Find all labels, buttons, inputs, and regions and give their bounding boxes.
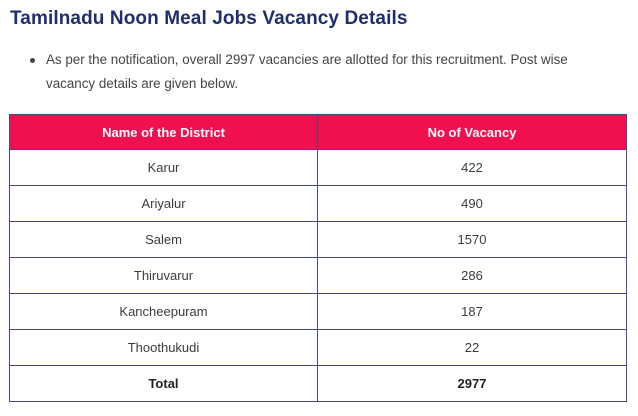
vacancy-cell: 1570 (318, 222, 627, 258)
table-row (10, 186, 627, 222)
vacancy-cell: 187 (318, 294, 627, 330)
intro-list (10, 48, 620, 96)
column-header-vacancy: No of Vacancy (318, 115, 627, 150)
table-row (10, 294, 627, 330)
district-cell: Salem (10, 222, 318, 258)
vacancy-cell: 286 (318, 258, 627, 294)
vacancy-table (9, 114, 627, 402)
vacancy-cell: 490 (318, 186, 627, 222)
district-cell: Ariyalur (10, 186, 318, 222)
page-title: Tamilnadu Noon Meal Jobs Vacancy Details (10, 8, 408, 29)
vacancy-cell: 22 (318, 330, 627, 366)
district-cell: Karur (10, 150, 318, 186)
column-header-district: Name of the District (10, 115, 318, 150)
vacancy-cell: 422 (318, 150, 627, 186)
table-row (10, 330, 627, 366)
table-row (10, 258, 627, 294)
total-value: 2977 (318, 366, 627, 402)
district-cell: Thiruvarur (10, 258, 318, 294)
district-cell: Kancheepuram (10, 294, 318, 330)
table-row (10, 222, 627, 258)
total-label: Total (10, 366, 318, 402)
intro-text: As per the notification, overall 2997 vacancies are allotted for this recruitment. Post wise vacancy details are given below. (46, 48, 620, 96)
district-cell: Thoothukudi (10, 330, 318, 366)
total-row (10, 366, 627, 402)
table-header-row (10, 115, 627, 150)
table-row (10, 150, 627, 186)
